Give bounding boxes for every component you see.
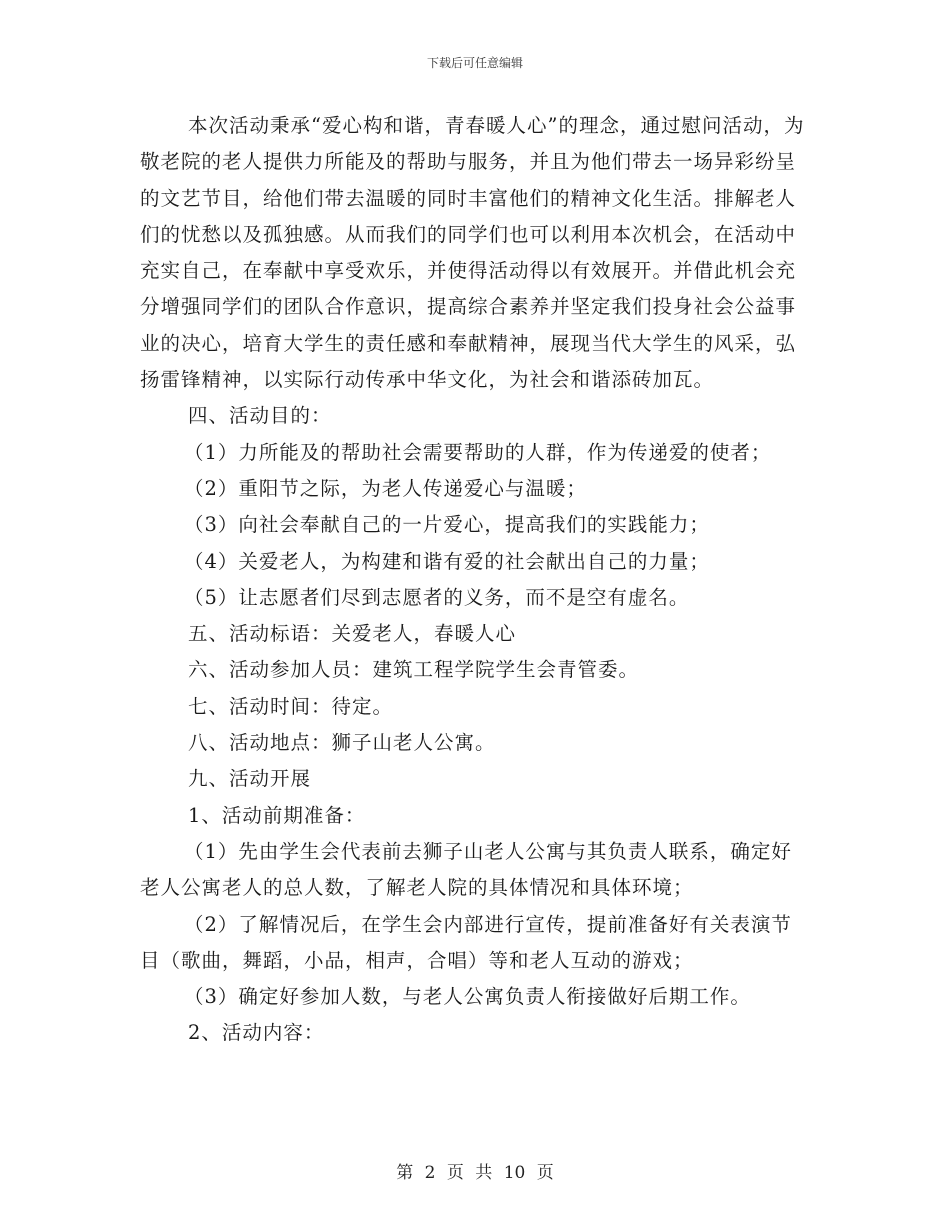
section-7-time: 七、活动时间：待定。 bbox=[188, 694, 394, 718]
intro-paragraph: 本次活动秉承“爱心构和谐，青春暖人心”的理念，通过慰问活动，为敬老院的老人提供力所能及的帮助与服务，并且为他们带去一场异彩纷呈的文艺节目，给他们带去温暖的同时丰富他们的精神文化生活。排解老人们的忧愁以及孤独感。从而我们的同学们也可以利用本次机会，在活动中充实自己，在奉献中享受欢乐，并使得活动得以有效展开。并借此机会充分增强同学们的团队合作意识，提高综合素养并坚定我们投身社会公益事业的决心，培育大学生的责任感和奉献精神，展现当代大学生的风采，弘扬雷锋精神，以实际行动传承中华文化，为社会和谐添砖加瓦。 bbox=[140, 114, 805, 392]
page-header: 下载后可任意编辑 bbox=[426, 56, 523, 70]
goal-item-2: （2）重阳节之际，为老人传递爱心与温暖； bbox=[184, 476, 587, 500]
goal-item-3: （3）向社会奉献自己的一片爱心，提高我们的实践能力； bbox=[184, 513, 710, 537]
prep-item-3: （3）确定好参加人数，与老人公寓负责人衔接做好后期工作。 bbox=[184, 985, 751, 1009]
section-9-heading: 九、活动开展 bbox=[188, 767, 312, 791]
section-8-location: 八、活动地点：狮子山老人公寓。 bbox=[188, 731, 496, 755]
content-heading: 2、活动内容： bbox=[188, 1021, 325, 1045]
goal-item-4: （4）关爱老人，为构建和谐有爱的社会献出自己的力量； bbox=[184, 549, 710, 573]
goal-item-5: （5）让志愿者们尽到志愿者的义务，而不是空有虚名。 bbox=[184, 585, 690, 609]
prep-item-1: （1）先由学生会代表前去狮子山老人公寓与其负责人联系，确定好老人公寓老人的总人数，了解老人院的具体情况和具体环境； bbox=[140, 839, 792, 900]
section-5-slogan: 五、活动标语：关爱老人，春暖人心 bbox=[188, 622, 517, 646]
document-body bbox=[140, 108, 810, 1052]
page-footer: 第 2 页 共 10 页 bbox=[396, 1163, 554, 1183]
section-4-heading: 四、活动目的： bbox=[188, 404, 332, 428]
goal-item-1: （1）力所能及的帮助社会需要帮助的人群，作为传递爱的使者； bbox=[184, 440, 772, 464]
section-6-participants: 六、活动参加人员：建筑工程学院学生会青管委。 bbox=[188, 658, 640, 682]
prep-item-2: （2）了解情况后，在学生会内部进行宣传，提前准备好有关表演节目（歌曲，舞蹈，小品，相声，合唱）等和老人互动的游戏； bbox=[140, 912, 792, 972]
prep-heading: 1、活动前期准备： bbox=[188, 803, 366, 827]
